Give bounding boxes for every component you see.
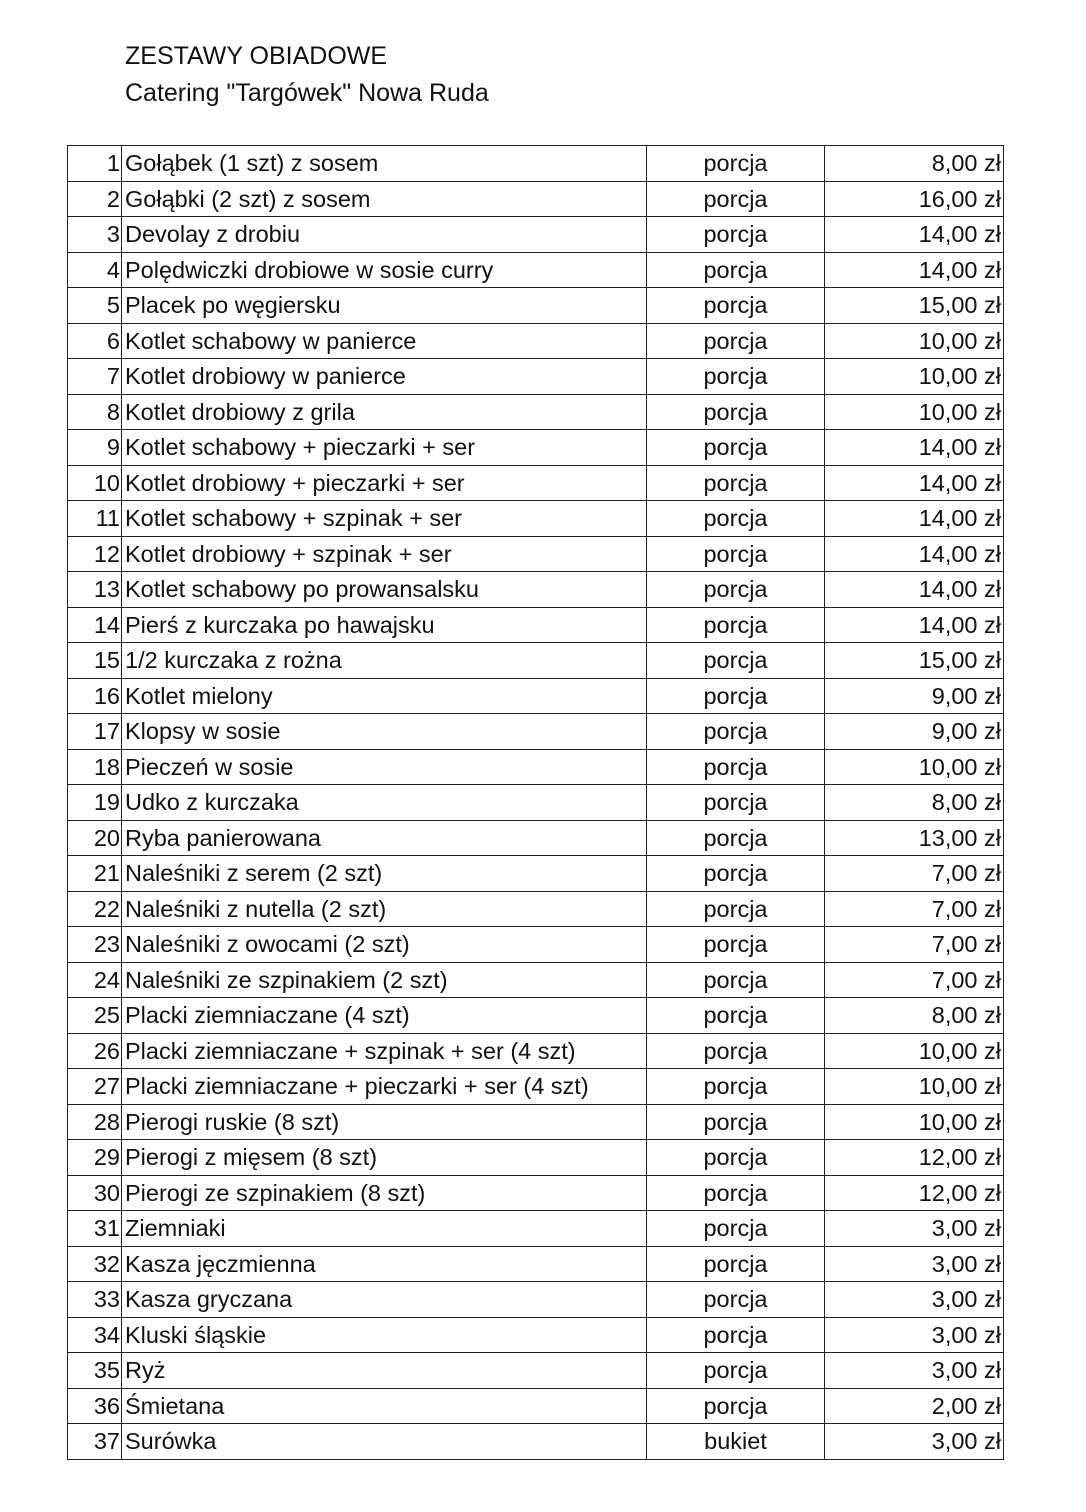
item-price: 7,00 zł xyxy=(825,962,1004,998)
table-row xyxy=(68,891,1004,927)
item-number: 32 xyxy=(68,1246,122,1282)
item-number: 9 xyxy=(68,430,122,466)
item-name: Placek po węgiersku xyxy=(122,288,647,324)
item-unit: porcja xyxy=(647,501,825,537)
item-number: 24 xyxy=(68,962,122,998)
menu-table xyxy=(67,145,1004,1460)
item-unit: porcja xyxy=(647,536,825,572)
item-number: 10 xyxy=(68,465,122,501)
item-unit: porcja xyxy=(647,1175,825,1211)
item-price: 3,00 zł xyxy=(825,1282,1004,1318)
item-unit: porcja xyxy=(647,820,825,856)
item-number: 36 xyxy=(68,1388,122,1424)
item-name: Naleśniki z nutella (2 szt) xyxy=(122,891,647,927)
table-row xyxy=(68,146,1004,182)
table-row xyxy=(68,1140,1004,1176)
item-number: 34 xyxy=(68,1317,122,1353)
item-unit: porcja xyxy=(647,1282,825,1318)
item-price: 8,00 zł xyxy=(825,146,1004,182)
item-name: Kotlet drobiowy z grila xyxy=(122,394,647,430)
table-row xyxy=(68,465,1004,501)
item-price: 13,00 zł xyxy=(825,820,1004,856)
table-row xyxy=(68,252,1004,288)
item-name: Pierogi ze szpinakiem (8 szt) xyxy=(122,1175,647,1211)
item-price: 10,00 zł xyxy=(825,359,1004,395)
item-number: 16 xyxy=(68,678,122,714)
item-number: 12 xyxy=(68,536,122,572)
item-unit: porcja xyxy=(647,1317,825,1353)
item-price: 10,00 zł xyxy=(825,323,1004,359)
item-price: 12,00 zł xyxy=(825,1140,1004,1176)
item-price: 10,00 zł xyxy=(825,749,1004,785)
item-unit: porcja xyxy=(647,714,825,750)
item-name: Kasza jęczmienna xyxy=(122,1246,647,1282)
item-price: 14,00 zł xyxy=(825,607,1004,643)
item-unit: porcja xyxy=(647,891,825,927)
table-row xyxy=(68,714,1004,750)
table-row xyxy=(68,181,1004,217)
item-number: 28 xyxy=(68,1104,122,1140)
item-name: Kotlet schabowy + szpinak + ser xyxy=(122,501,647,537)
item-price: 7,00 zł xyxy=(825,927,1004,963)
item-name: Placki ziemniaczane (4 szt) xyxy=(122,998,647,1034)
table-row xyxy=(68,1211,1004,1247)
item-unit: porcja xyxy=(647,181,825,217)
item-unit: bukiet xyxy=(647,1424,825,1460)
document-header xyxy=(125,38,489,112)
table-row xyxy=(68,1282,1004,1318)
item-number: 3 xyxy=(68,217,122,253)
item-number: 13 xyxy=(68,572,122,608)
item-name: Naleśniki z serem (2 szt) xyxy=(122,856,647,892)
item-price: 14,00 zł xyxy=(825,217,1004,253)
item-unit: porcja xyxy=(647,856,825,892)
table-row xyxy=(68,323,1004,359)
table-row xyxy=(68,1104,1004,1140)
page-subtitle: Catering "Targówek" Nowa Ruda xyxy=(125,79,489,107)
table-row xyxy=(68,501,1004,537)
item-number: 6 xyxy=(68,323,122,359)
table-row xyxy=(68,1388,1004,1424)
item-number: 18 xyxy=(68,749,122,785)
table-row xyxy=(68,998,1004,1034)
item-price: 14,00 zł xyxy=(825,465,1004,501)
item-name: Gołąbki (2 szt) z sosem xyxy=(122,181,647,217)
table-row xyxy=(68,430,1004,466)
item-unit: porcja xyxy=(647,1069,825,1105)
item-name: Kotlet schabowy + pieczarki + ser xyxy=(122,430,647,466)
item-number: 8 xyxy=(68,394,122,430)
item-unit: porcja xyxy=(647,465,825,501)
item-unit: porcja xyxy=(647,678,825,714)
item-price: 3,00 zł xyxy=(825,1317,1004,1353)
item-number: 33 xyxy=(68,1282,122,1318)
item-name: Naleśniki ze szpinakiem (2 szt) xyxy=(122,962,647,998)
item-number: 31 xyxy=(68,1211,122,1247)
item-price: 15,00 zł xyxy=(825,643,1004,679)
item-price: 12,00 zł xyxy=(825,1175,1004,1211)
item-name: Kasza gryczana xyxy=(122,1282,647,1318)
item-number: 20 xyxy=(68,820,122,856)
item-name: Ryba panierowana xyxy=(122,820,647,856)
item-number: 11 xyxy=(68,501,122,537)
item-name: Devolay z drobiu xyxy=(122,217,647,253)
item-number: 27 xyxy=(68,1069,122,1105)
item-price: 10,00 zł xyxy=(825,394,1004,430)
item-unit: porcja xyxy=(647,643,825,679)
item-name: Pierogi z mięsem (8 szt) xyxy=(122,1140,647,1176)
item-name: Pieczeń w sosie xyxy=(122,749,647,785)
table-row xyxy=(68,785,1004,821)
item-name: Ziemniaki xyxy=(122,1211,647,1247)
item-name: Kotlet drobiowy w panierce xyxy=(122,359,647,395)
table-row xyxy=(68,572,1004,608)
item-name: 1/2 kurczaka z rożna xyxy=(122,643,647,679)
table-row xyxy=(68,820,1004,856)
table-row xyxy=(68,1246,1004,1282)
item-price: 8,00 zł xyxy=(825,785,1004,821)
item-number: 21 xyxy=(68,856,122,892)
item-number: 5 xyxy=(68,288,122,324)
item-number: 4 xyxy=(68,252,122,288)
item-unit: porcja xyxy=(647,749,825,785)
table-row xyxy=(68,1353,1004,1389)
item-unit: porcja xyxy=(647,430,825,466)
item-name: Klopsy w sosie xyxy=(122,714,647,750)
table-row xyxy=(68,927,1004,963)
item-price: 3,00 zł xyxy=(825,1246,1004,1282)
item-unit: porcja xyxy=(647,572,825,608)
item-number: 2 xyxy=(68,181,122,217)
item-number: 22 xyxy=(68,891,122,927)
table-row xyxy=(68,1424,1004,1460)
item-price: 2,00 zł xyxy=(825,1388,1004,1424)
item-number: 15 xyxy=(68,643,122,679)
item-price: 9,00 zł xyxy=(825,678,1004,714)
item-name: Kotlet schabowy w panierce xyxy=(122,323,647,359)
item-unit: porcja xyxy=(647,252,825,288)
table-row xyxy=(68,1069,1004,1105)
item-number: 30 xyxy=(68,1175,122,1211)
item-unit: porcja xyxy=(647,962,825,998)
item-name: Udko z kurczaka xyxy=(122,785,647,821)
item-price: 7,00 zł xyxy=(825,891,1004,927)
item-price: 14,00 zł xyxy=(825,572,1004,608)
item-unit: porcja xyxy=(647,785,825,821)
item-price: 14,00 zł xyxy=(825,501,1004,537)
item-name: Polędwiczki drobiowe w sosie curry xyxy=(122,252,647,288)
item-unit: porcja xyxy=(647,1353,825,1389)
item-name: Gołąbek (1 szt) z sosem xyxy=(122,146,647,182)
table-row xyxy=(68,1033,1004,1069)
item-unit: porcja xyxy=(647,1140,825,1176)
item-number: 37 xyxy=(68,1424,122,1460)
item-price: 14,00 zł xyxy=(825,252,1004,288)
item-number: 26 xyxy=(68,1033,122,1069)
table-row xyxy=(68,536,1004,572)
item-name: Kotlet drobiowy + szpinak + ser xyxy=(122,536,647,572)
item-price: 3,00 zł xyxy=(825,1211,1004,1247)
item-unit: porcja xyxy=(647,323,825,359)
table-row xyxy=(68,1317,1004,1353)
item-price: 3,00 zł xyxy=(825,1353,1004,1389)
item-unit: porcja xyxy=(647,1246,825,1282)
item-price: 3,00 zł xyxy=(825,1424,1004,1460)
item-unit: porcja xyxy=(647,1388,825,1424)
item-name: Kotlet schabowy po prowansalsku xyxy=(122,572,647,608)
item-name: Kotlet drobiowy + pieczarki + ser xyxy=(122,465,647,501)
item-number: 25 xyxy=(68,998,122,1034)
table-row xyxy=(68,856,1004,892)
table-row xyxy=(68,1175,1004,1211)
item-name: Pierś z kurczaka po hawajsku xyxy=(122,607,647,643)
item-price: 9,00 zł xyxy=(825,714,1004,750)
item-unit: porcja xyxy=(647,927,825,963)
table-row xyxy=(68,678,1004,714)
item-unit: porcja xyxy=(647,394,825,430)
item-name: Placki ziemniaczane + szpinak + ser (4 szt) xyxy=(122,1033,647,1069)
page-title: ZESTAWY OBIADOWE xyxy=(125,42,388,70)
item-number: 19 xyxy=(68,785,122,821)
item-number: 17 xyxy=(68,714,122,750)
table-row xyxy=(68,359,1004,395)
item-name: Naleśniki z owocami (2 szt) xyxy=(122,927,647,963)
item-price: 15,00 zł xyxy=(825,288,1004,324)
item-unit: porcja xyxy=(647,359,825,395)
item-number: 7 xyxy=(68,359,122,395)
table-row xyxy=(68,217,1004,253)
item-name: Pierogi ruskie (8 szt) xyxy=(122,1104,647,1140)
item-unit: porcja xyxy=(647,288,825,324)
item-price: 10,00 zł xyxy=(825,1069,1004,1105)
menu-table-body xyxy=(68,146,1004,1460)
item-unit: porcja xyxy=(647,1211,825,1247)
item-number: 23 xyxy=(68,927,122,963)
item-price: 7,00 zł xyxy=(825,856,1004,892)
item-price: 8,00 zł xyxy=(825,998,1004,1034)
item-number: 14 xyxy=(68,607,122,643)
item-unit: porcja xyxy=(647,1104,825,1140)
table-row xyxy=(68,288,1004,324)
item-number: 29 xyxy=(68,1140,122,1176)
item-unit: porcja xyxy=(647,607,825,643)
item-name: Śmietana xyxy=(122,1388,647,1424)
item-unit: porcja xyxy=(647,1033,825,1069)
item-price: 14,00 zł xyxy=(825,536,1004,572)
table-row xyxy=(68,643,1004,679)
table-row xyxy=(68,749,1004,785)
item-name: Ryż xyxy=(122,1353,647,1389)
table-row xyxy=(68,962,1004,998)
item-name: Surówka xyxy=(122,1424,647,1460)
item-unit: porcja xyxy=(647,146,825,182)
item-price: 14,00 zł xyxy=(825,430,1004,466)
item-unit: porcja xyxy=(647,217,825,253)
item-name: Placki ziemniaczane + pieczarki + ser (4 szt) xyxy=(122,1069,647,1105)
item-number: 35 xyxy=(68,1353,122,1389)
item-number: 1 xyxy=(68,146,122,182)
table-row xyxy=(68,394,1004,430)
item-price: 10,00 zł xyxy=(825,1033,1004,1069)
item-price: 10,00 zł xyxy=(825,1104,1004,1140)
item-name: Kotlet mielony xyxy=(122,678,647,714)
item-name: Kluski śląskie xyxy=(122,1317,647,1353)
item-price: 16,00 zł xyxy=(825,181,1004,217)
item-unit: porcja xyxy=(647,998,825,1034)
table-row xyxy=(68,607,1004,643)
